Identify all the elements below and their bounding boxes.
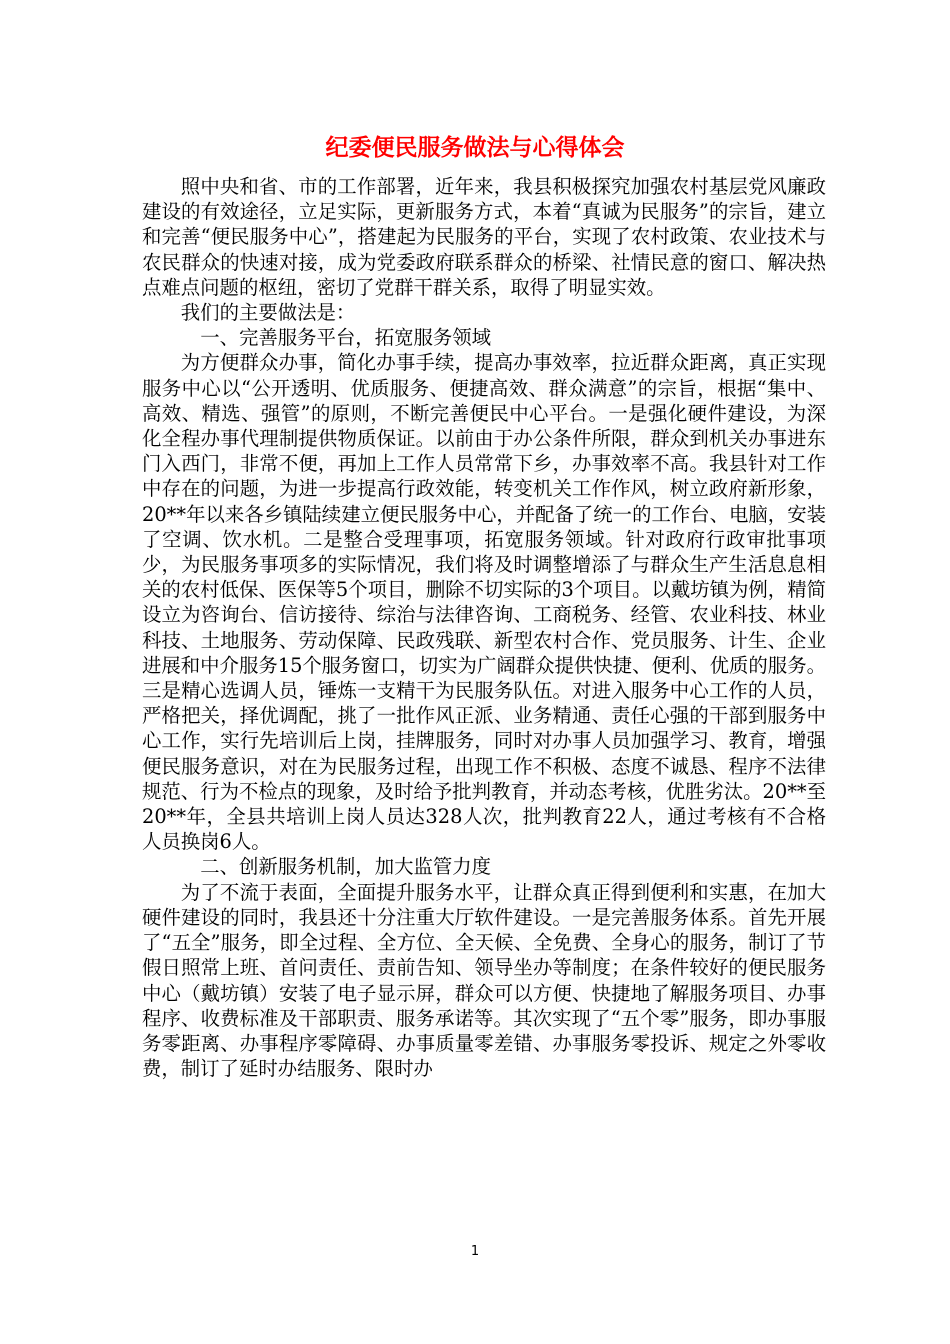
main-practices-lead: 我们的主要做法是：: [180, 301, 356, 325]
section-heading-1: 一、完善服务平台，拓宽服务领域: [200, 326, 492, 350]
page-number: 1: [470, 1244, 480, 1259]
document-body: [142, 174, 826, 1081]
section-1-paragraph: 为方便群众办事，简化办事手续，提高办事效率，拉近群众距离，真正实现服务中心以“公开透明、优质服务、便捷高效、群众满意”的宗旨，根据“集中、高效、精选、强管”的原则，不断完善便民中心平台。一是强化硬件建设，为深化全程办事代理制提供物质保证。以前由于办公条件所限，群众到机关办事进东门入西门，非常不便，再加上工作人员常常下乡，办事效率不高。我县针对工作中存在的问题，为进一步提高行政效能，转变机关工作作风，树立政府新形象，20**年以来各乡镇陆续建立便民服务中心，并配备了统一的工作台、电脑，安装了空调、饮水机。二是整合受理事项，拓宽服务领域。针对政府行政审批事项少，为民服务事项多的实际情况，我们将及时调整增添了与群众生产生活息息相关的农村低保、医保等5个项目，删除不切实际的3个项目。以戴坊镇为例，精简设立为咨询台、信访接待、综治与法律咨询、工商税务、经管、农业科技、林业科技、土地服务、劳动保障、民政残联、新型农村合作、党员服务、计生、企业进展和中介服务15个服务窗口，切实为广阔群众提供快捷、便利、优质的服务。三是精心选调人员，锤炼一支精干为民服务队伍。对进入服务中心工作的人员，严格把关，择优调配，挑了一批作风正派、业务精通、责任心强的干部到服务中心工作，实行先培训后上岗，挂牌服务，同时对办事人员加强学习、教育，增强便民服务意识，对在为民服务过程，出现工作不积极、态度不诚恳、程序不法律规范、行为不检点的现象，及时给予批判教育，并动态考核，优胜劣汰。20**至20**年，全县共培训上岗人员达328人次，批判教育22人，通过考核有不合格人员换岗6人。: [142, 351, 826, 854]
section-heading-2: 二、创新服务机制，加大监管力度: [200, 855, 492, 879]
document-title: 纪委便民服务做法与心得体会: [325, 134, 625, 161]
section-2-paragraph: 为了不流于表面，全面提升服务水平，让群众真正得到便利和实惠，在加大硬件建设的同时，我县还十分注重大厅软件建设。一是完善服务体系。首先开展了“五全”服务，即全过程、全方位、全天候、全免费、全身心的服务，制订了节假日照常上班、首问责任、责前告知、领导坐办等制度；在条件较好的便民服务中心（戴坊镇）安装了电子显示屏，群众可以方便、快捷地了解服务项目、办事程序、收费标准及干部职责、服务承诺等。其次实现了“五个零”服务，即办事服务零距离、办事程序零障碍、办事质量零差错、办事服务零投诉、规定之外零收费，制订了延时办结服务、限时办: [142, 880, 826, 1081]
intro-paragraph: 照中央和省、市的工作部署，近年来，我县积极探究加强农村基层党风廉政建设的有效途径，立足实际，更新服务方式，本着“真诚为民服务”的宗旨，建立和完善“便民服务中心”，搭建起为民服务的平台，实现了农村政策、农业技术与农民群众的快速对接，成为党委政府联系群众的桥梁、社情民意的窗口、解决热点难点问题的枢纽，密切了党群干群关系，取得了明显实效。: [142, 175, 826, 299]
